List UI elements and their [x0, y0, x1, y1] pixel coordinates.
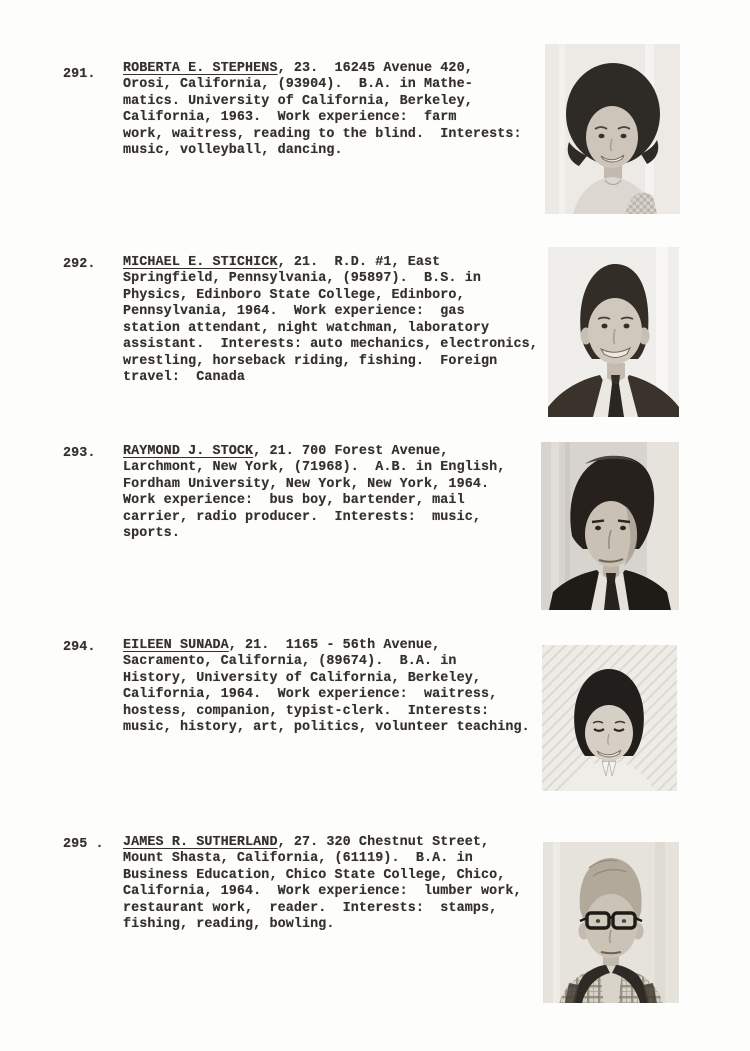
entry-first-line-rest: , 21. 1165 - 56th Avenue, [228, 638, 441, 653]
person-name: RAYMOND J. STOCK [123, 444, 254, 459]
entry-text [123, 255, 553, 387]
entry-line: California, 1963. Work experience: farm [123, 110, 457, 126]
entry-line: sports. [123, 526, 180, 542]
entry-text [123, 444, 553, 543]
entry-line: fishing, reading, bowling. [123, 917, 335, 933]
entry-line: Physics, Edinboro State College, Edinboro, [123, 287, 465, 303]
entry-line: matics. University of California, Berkeley, [123, 93, 473, 109]
entry-text [123, 61, 553, 160]
portrait-image [541, 442, 679, 610]
person-name: EILEEN SUNADA [123, 638, 229, 653]
entry-number: 293. [63, 446, 96, 461]
entry-first-line [123, 61, 553, 77]
entry-line: assistant. Interests: auto mechanics, electronics, [123, 337, 538, 353]
portrait-image [543, 842, 679, 1003]
portrait-photo-roberta-e-stephens [545, 44, 680, 214]
entry-line: wrestling, horseback riding, fishing. Foreign [123, 353, 498, 369]
entry-line: California, 1964. Work experience: lumber work, [123, 884, 522, 900]
portrait-photo-eileen-sunada [542, 645, 677, 791]
entry-line: Business Education, Chico State College, Chico, [123, 867, 506, 883]
entry-number: 292. [63, 257, 96, 272]
portrait-image [548, 247, 679, 417]
entry-number: 294. [63, 640, 96, 655]
entry-first-line-rest: , 23. 16245 Avenue 420, [277, 61, 473, 76]
entry-line: Pennsylvania, 1964. Work experience: gas [123, 304, 465, 320]
portrait-photo-michael-e-stichick [548, 247, 679, 417]
entry-text [123, 835, 553, 934]
entry-line: Larchmont, New York, (71968). A.B. in English, [123, 460, 506, 476]
entry-line: Work experience: bus boy, bartender, mail [123, 493, 465, 509]
entry-line: restaurant work, reader. Interests: stamps, [123, 900, 498, 916]
entry-line: music, history, art, politics, volunteer teaching. [123, 720, 530, 736]
entry-first-line [123, 835, 553, 851]
entry-line: hostess, companion, typist-clerk. Interests: [123, 703, 490, 719]
entry-line: Fordham University, New York, New York, 1964. [123, 476, 490, 492]
person-name: ROBERTA E. STEPHENS [123, 61, 278, 76]
entry-line: History, University of California, Berkeley, [123, 670, 481, 686]
person-name: JAMES R. SUTHERLAND [123, 835, 278, 850]
entry-first-line-rest: , 27. 320 Chestnut Street, [277, 835, 490, 850]
entry-text [123, 638, 553, 737]
portrait-photo-raymond-j-stock [541, 442, 679, 610]
portrait-image [545, 44, 680, 214]
entry-line: music, volleyball, dancing. [123, 143, 343, 159]
entry-line: Orosi, California, (93904). B.A. in Mathe- [123, 77, 473, 93]
entry-line: Mount Shasta, California, (61119). B.A. in [123, 851, 473, 867]
entry-line: carrier, radio producer. Interests: music, [123, 509, 481, 525]
entry-line: Sacramento, California, (89674). B.A. in [123, 654, 457, 670]
entry-line: work, waitress, reading to the blind. Interests: [123, 126, 522, 142]
entry-first-line [123, 255, 553, 271]
entry-line: Springfield, Pennsylvania, (95897). B.S. in [123, 271, 481, 287]
entry-line: travel: Canada [123, 370, 246, 386]
person-name: MICHAEL E. STICHICK [123, 255, 278, 270]
entry-number: 295 . [63, 837, 104, 852]
entry-first-line [123, 444, 553, 460]
entry-first-line-rest: , 21. 700 Forest Avenue, [253, 444, 449, 459]
entry-first-line-rest: , 21. R.D. #1, East [277, 255, 441, 270]
entry-line: California, 1964. Work experience: waitress, [123, 687, 498, 703]
entry-number: 291. [63, 67, 96, 82]
entry-first-line [123, 638, 553, 654]
entry-line: station attendant, night watchman, laboratory [123, 320, 490, 336]
portrait-photo-james-r-sutherland [543, 842, 679, 1003]
portrait-image [542, 645, 677, 791]
